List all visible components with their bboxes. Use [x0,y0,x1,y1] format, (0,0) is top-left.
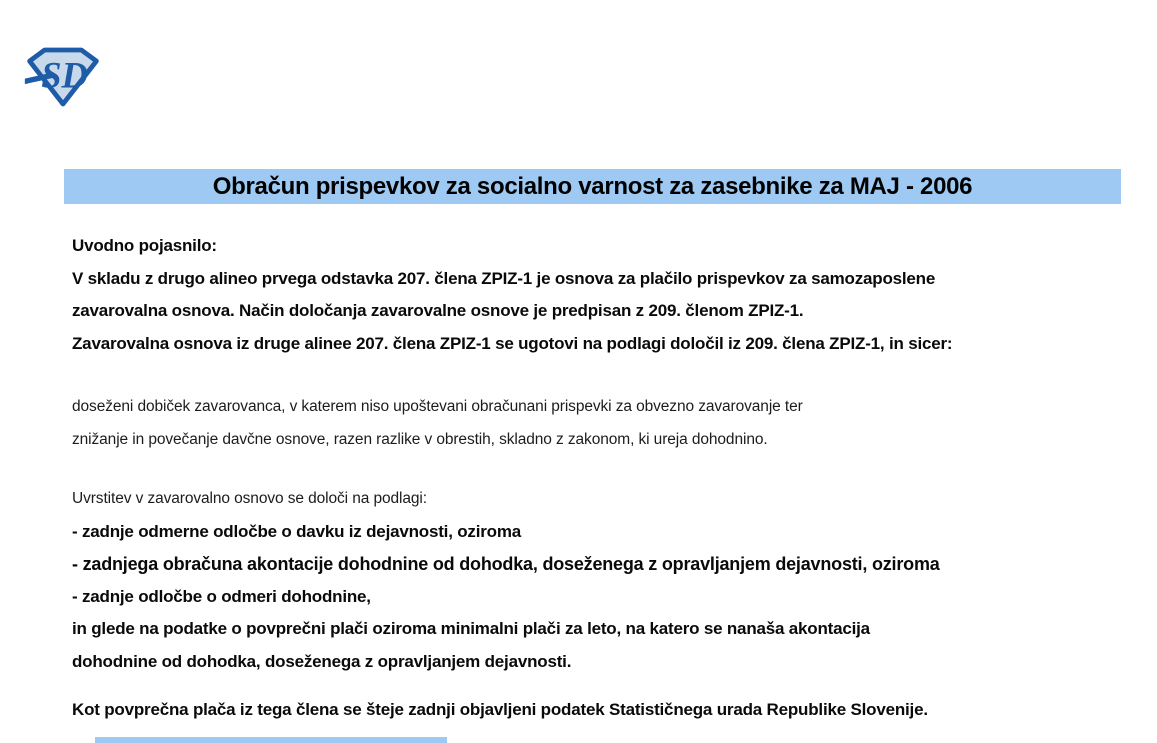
classification-line: dohodnine od dohodka, doseženega z opravljanjem dejavnosti. [72,651,572,671]
page-title: Obračun prispevkov za socialno varnost za zasebnike za MAJ - 2006 [212,172,973,200]
intro-line: V skladu z drugo alineo prvega odstavka 207. člena ZPIZ-1 je osnova za plačilo prispevkov za samozaposlene [72,268,936,288]
classification-intro: Uvrstitev v zavarovalno osnovo se določi na podlagi: [72,490,427,507]
average-wage-line: Kot povprečna plača iz tega člena se šteje zadnji objavljeni podatek Statističnega urada Republike Slovenije. [72,700,928,719]
average-wage-paragraph [72,694,928,727]
classification-paragraph [72,483,940,678]
intro-paragraph [72,230,952,360]
classification-bullet: - zadnjega obračuna akontacije dohodnine od dohodka, doseženega z opravljanjem dejavnosti, oziroma [72,554,940,574]
intro-line: zavarovalna osnova. Način določanja zavarovalne osnove je predpisan z 209. členom ZPIZ-1. [72,301,804,320]
profit-note-paragraph [72,391,803,456]
sd-shield-logo-icon [23,46,103,108]
next-section-band-partial [95,737,447,743]
classification-line: in glede na podatke o povprečni plači oziroma minimalni plači za leto, na katero se nanaša akontacija [72,619,870,638]
intro-heading: Uvodno pojasnilo: [72,236,217,255]
profit-note-line: znižanje in povečanje davčne osnove, razen razlike v obrestih, skladno z zakonom, ki ureja dohodnino. [72,430,768,448]
classification-bullet: - zadnje odmerne odločbe o davku iz dejavnosti, oziroma [72,521,522,541]
logo-letters: SD [41,54,88,96]
intro-line: Zavarovalna osnova iz druge alinee 207. člena ZPIZ-1 se ugotovi na podlagi določil iz 209. člena ZPIZ-1, in sicer: [72,333,953,353]
profit-note-line: doseženi dobiček zavarovanca, v katerem niso upoštevani obračunani prispevki za obvezno zavarovanje ter [72,398,803,415]
classification-bullet: - zadnje odločbe o odmeri dohodnine, [72,586,371,606]
document-header-band [64,169,1121,204]
